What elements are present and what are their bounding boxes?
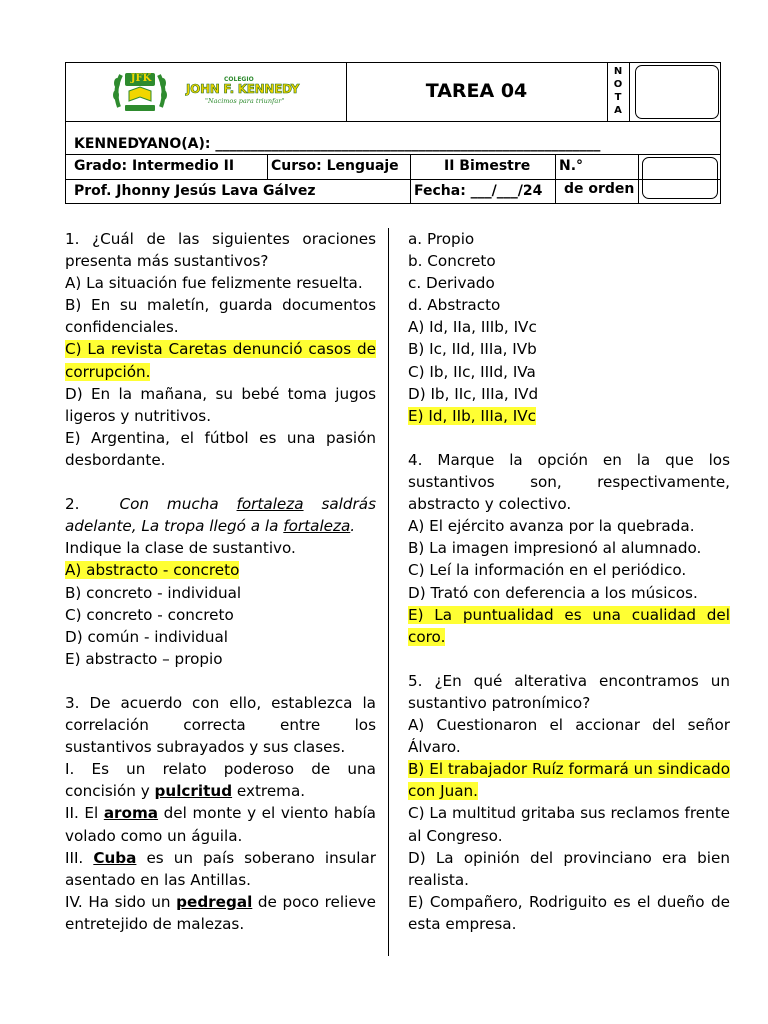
nota-letter: A [614, 105, 622, 116]
curso-label: Curso: Lenguaje [271, 158, 399, 174]
underlined-word: pedregal [176, 892, 253, 911]
header-divider [629, 63, 630, 121]
option-1d[interactable]: D) En la mañana, su bebé toma jugos ligeros y nutritivos. [65, 384, 376, 425]
option-2d[interactable]: D) común - individual [65, 627, 228, 646]
header-divider [267, 154, 268, 179]
answer-highlight: A) abstracto - concreto [65, 561, 240, 580]
option-2a[interactable] [65, 559, 376, 581]
header-divider [410, 154, 411, 204]
class-d: d. Abstracto [408, 296, 501, 315]
answer-highlight: B) El trabajador Ruíz formará un sindicado con Juan. [408, 760, 730, 801]
item-text: III. [65, 848, 94, 867]
header-divider [66, 154, 720, 155]
column-divider [388, 228, 389, 956]
option-3e[interactable] [408, 405, 730, 427]
school-logo [111, 67, 311, 117]
item-text: IV. Ha sido un [65, 892, 177, 911]
question-1-stem: 1. ¿Cuál de las siguientes oraciones presenta más sustantivos? [65, 230, 376, 271]
answer-highlight: E) La puntualidad es una cualidad del coro. [408, 605, 730, 646]
item-3-i [65, 758, 376, 802]
date-field[interactable]: Fecha: ___/___/24 [414, 183, 543, 199]
question-text: . [350, 517, 356, 536]
question-5-stem: 5. ¿En qué alterativa encontramos un sustantivo patronímico? [408, 671, 730, 712]
student-name-field[interactable]: KENNEDYANO(A): _______________________________________________________ [74, 136, 601, 152]
header-divider [555, 154, 556, 204]
class-a: a. Propio [408, 230, 475, 248]
item-3-iii [65, 847, 376, 891]
underlined-word: pulcritud [154, 782, 233, 801]
underlined-word: Cuba [93, 848, 137, 867]
grado-label: Grado: Intermedio II [74, 158, 235, 174]
assignment-title: TAREA 04 [425, 80, 528, 102]
option-4a[interactable]: A) El ejército avanza por la quebrada. [408, 517, 695, 536]
right-column [408, 228, 730, 935]
logo-motto: "Nacimos para triunfar" [205, 97, 285, 105]
option-3a[interactable]: A) Id, IIa, IIIb, IVc [408, 318, 537, 337]
option-4c[interactable]: C) Leí la información en el periódico. [408, 561, 687, 580]
header-divider [66, 179, 720, 180]
question-2-instruction: Indique la clase de sustantivo. [65, 539, 296, 558]
de-orden-label: de orden [564, 181, 635, 197]
question-text: Con mucha [119, 495, 237, 514]
question-number: 2. [65, 495, 80, 514]
header-divider [66, 121, 720, 122]
answer-highlight: E) Id, IIb, IIIa, IVc [408, 406, 536, 425]
option-5e[interactable]: E) Compañero, Rodriguito es el dueño de esta empresa. [408, 892, 730, 933]
nota-label [607, 65, 629, 117]
class-c: c. Derivado [408, 274, 495, 293]
item-3-ii [65, 802, 376, 846]
underlined-word: fortaleza [236, 495, 304, 514]
header-divider [638, 154, 639, 204]
logo-badge-text: JFK [130, 73, 152, 84]
item-text: es un país soberano insular asentado en las Antillas. [65, 848, 376, 889]
logo-school-name: JOHN F. KENNEDY [186, 82, 300, 96]
grade-box[interactable] [635, 65, 719, 119]
header-table [65, 62, 721, 204]
option-4e[interactable] [408, 604, 730, 648]
item-text: extrema. [232, 782, 306, 801]
question-3-stem: 3. De acuerdo con ello, establezca la correlación correcta entre los sustantivos subrayados y sus clases. [65, 693, 376, 757]
option-1a[interactable]: A) La situación fue felizmente resuelta. [65, 274, 363, 293]
option-5d[interactable]: D) La opinión del provinciano era bien realista. [408, 848, 730, 889]
option-5c[interactable]: C) La multitud gritaba sus reclamos frente al Congreso. [408, 804, 730, 845]
numero-label: N.° [559, 158, 584, 174]
nota-letter: N [613, 66, 623, 77]
option-4b[interactable]: B) La imagen impresionó al alumnado. [408, 539, 702, 558]
logo-school-small: COLEGIO [224, 76, 254, 83]
option-2c[interactable]: C) concreto - concreto [65, 605, 234, 624]
option-3b[interactable]: B) Ic, IId, IIIa, IVb [408, 340, 537, 359]
option-5b[interactable] [408, 758, 730, 802]
option-1e[interactable]: E) Argentina, el fútbol es una pasión desbordante. [65, 428, 376, 469]
answer-highlight: C) La revista Caretas denunció casos de corrupción. [65, 340, 376, 381]
bimestre-label: II Bimestre [444, 158, 531, 174]
option-4d[interactable]: D) Trató con deferencia a los músicos. [408, 583, 698, 602]
item-3-iv [65, 891, 376, 935]
order-number-box[interactable] [642, 157, 718, 199]
item-text: II. El [65, 804, 104, 823]
option-3c[interactable]: C) Ib, IIc, IIId, IVa [408, 362, 536, 381]
nota-letter: T [614, 92, 622, 103]
option-3d[interactable]: D) Ib, IIc, IIIa, IVd [408, 384, 539, 403]
option-5a[interactable]: A) Cuestionaron el accionar del señor Álvaro. [408, 716, 730, 757]
nota-letter: O [613, 79, 623, 90]
underlined-word: fortaleza [283, 517, 351, 536]
option-1c[interactable] [65, 338, 376, 382]
question-2-stem [65, 493, 376, 537]
question-text: saldrás adelante, La tropa llegó a la [65, 495, 376, 536]
item-text: de poco relieve entretejido de malezas. [65, 892, 377, 933]
class-b: b. Concreto [408, 252, 496, 271]
item-text: del monte y el viento había volado como un águila. [65, 804, 376, 845]
item-text: I. Es un relato poderoso de una concisión y [65, 760, 376, 801]
teacher-name: Prof. Jhonny Jesús Lava Gálvez [74, 183, 316, 199]
option-2e[interactable]: E) abstracto – propio [65, 649, 223, 668]
option-1b[interactable]: B) En su maletín, guarda documentos confidenciales. [65, 296, 376, 337]
option-2b[interactable]: B) concreto - individual [65, 583, 242, 602]
left-column [65, 228, 376, 935]
underlined-word: aroma [103, 804, 159, 823]
question-4-stem: 4. Marque la opción en la que los sustantivos son, respectivamente, abstracto y colectivo. [408, 450, 730, 514]
